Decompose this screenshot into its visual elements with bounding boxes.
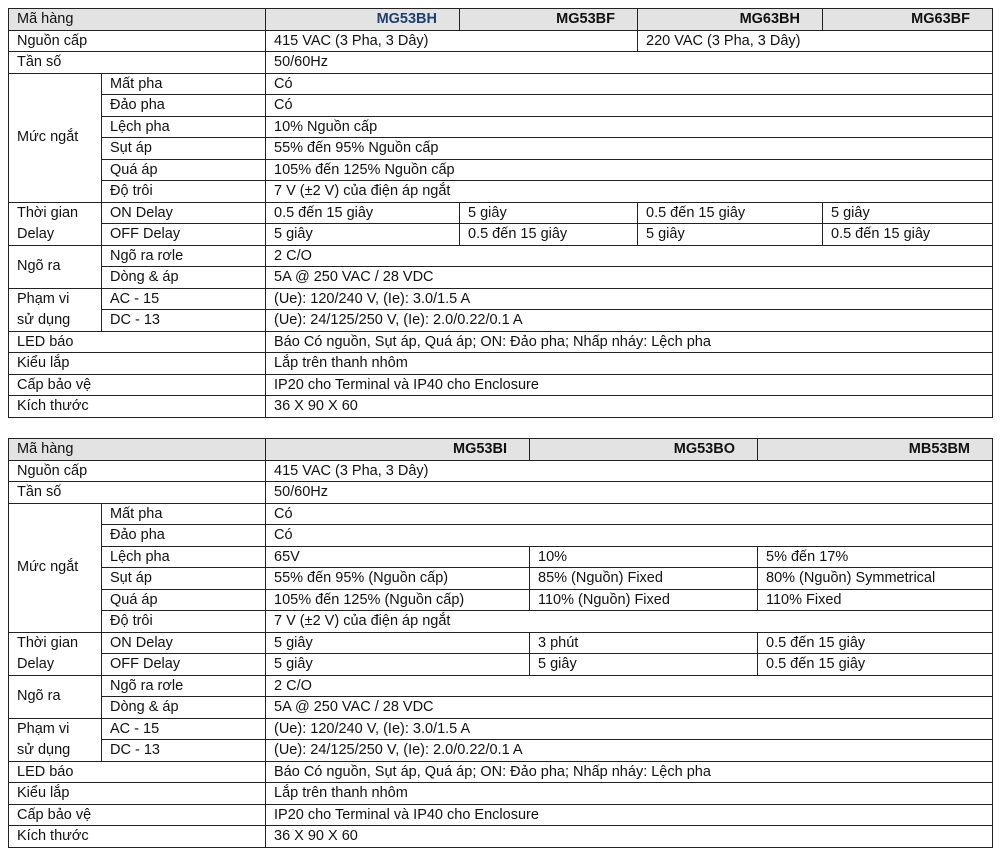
- model-mg63bf: MG63BF: [823, 9, 993, 31]
- row-label: Ngõ ra rơle: [102, 245, 266, 267]
- row-label: Lệch pha: [102, 116, 266, 138]
- row-label: Kích thước: [9, 396, 266, 418]
- cell-value: 110% (Nguồn) Fixed: [530, 589, 758, 611]
- cell-value: 65V: [266, 546, 530, 568]
- cell-value: (Ue): 120/240 V, (Ie): 3.0/1.5 A: [266, 288, 993, 310]
- table-row: [9, 202, 993, 224]
- cell-value: 80% (Nguồn) Symmetrical: [758, 568, 993, 590]
- spec-table-2: [8, 438, 993, 848]
- table-row: [9, 804, 993, 826]
- model-mg53bf: MG53BF: [460, 9, 638, 31]
- cell-value: 85% (Nguồn) Fixed: [530, 568, 758, 590]
- group-label: Ngõ ra: [9, 675, 102, 718]
- table-row: [9, 331, 993, 353]
- table-row: [9, 52, 993, 74]
- table-header-row: [9, 439, 993, 461]
- cell-value: 5A @ 250 VAC / 28 VDC: [266, 267, 993, 289]
- model-label: Mã hàng: [9, 439, 266, 461]
- cell-value: Lắp trên thanh nhôm: [266, 783, 993, 805]
- cell-value: 0.5 đến 15 giây: [758, 654, 993, 676]
- row-label: DC - 13: [102, 310, 266, 332]
- row-label: DC - 13: [102, 740, 266, 762]
- model-mg53bh: MG53BH: [266, 9, 460, 31]
- row-label: Lệch pha: [102, 546, 266, 568]
- row-label: Sụt áp: [102, 138, 266, 160]
- cell-value: 5 giây: [638, 224, 823, 246]
- table-row: [9, 374, 993, 396]
- group-label: [9, 288, 102, 331]
- table-row: [9, 632, 993, 654]
- group-label-line2: Delay: [17, 655, 55, 672]
- table-row: [9, 310, 993, 332]
- cell-value: 50/60Hz: [266, 52, 993, 74]
- model-mb53bm: MB53BM: [758, 439, 993, 461]
- table-row: [9, 482, 993, 504]
- table-row: [9, 589, 993, 611]
- cell-value: 36 X 90 X 60: [266, 396, 993, 418]
- cell-value: Lắp trên thanh nhôm: [266, 353, 993, 375]
- group-label-line1: Thời gian: [17, 204, 79, 221]
- table-row: [9, 503, 993, 525]
- cell-value: 7 V (±2 V) của điện áp ngắt: [266, 611, 993, 633]
- cell-value: 5 giây: [823, 202, 993, 224]
- cell-value: 0.5 đến 15 giây: [266, 202, 460, 224]
- table-row: [9, 116, 993, 138]
- cell-value: 220 VAC (3 Pha, 3 Dây): [638, 30, 993, 52]
- table-row: [9, 181, 993, 203]
- row-label: OFF Delay: [102, 654, 266, 676]
- row-label: Mất pha: [102, 503, 266, 525]
- row-label: Nguồn cấp: [9, 30, 266, 52]
- table-row: [9, 740, 993, 762]
- model-mg53bo: MG53BO: [530, 439, 758, 461]
- group-label: [9, 718, 102, 761]
- cell-value: 0.5 đến 15 giây: [460, 224, 638, 246]
- row-label: Cấp bảo vệ: [9, 374, 266, 396]
- cell-value: 2 C/O: [266, 245, 993, 267]
- row-label: Đảo pha: [102, 525, 266, 547]
- row-label: Dòng & áp: [102, 267, 266, 289]
- table-row: [9, 654, 993, 676]
- table-row: [9, 73, 993, 95]
- table-row: [9, 611, 993, 633]
- cell-value: 3 phút: [530, 632, 758, 654]
- row-label: Độ trôi: [102, 611, 266, 633]
- row-label: Kiểu lắp: [9, 353, 266, 375]
- group-label: [9, 202, 102, 245]
- table-header-row: [9, 9, 993, 31]
- cell-value: Có: [266, 73, 993, 95]
- cell-value: 5 giây: [266, 632, 530, 654]
- cell-value: 5A @ 250 VAC / 28 VDC: [266, 697, 993, 719]
- model-label: Mã hàng: [9, 9, 266, 31]
- group-label-line2: sử dụng: [17, 741, 71, 758]
- table-row: [9, 783, 993, 805]
- cell-value: 105% đến 125% Nguồn cấp: [266, 159, 993, 181]
- cell-value: 415 VAC (3 Pha, 3 Dây): [266, 460, 993, 482]
- cell-value: IP20 cho Terminal và IP40 cho Enclosure: [266, 374, 993, 396]
- row-label: Tần số: [9, 52, 266, 74]
- table-row: [9, 525, 993, 547]
- cell-value: 5 giây: [460, 202, 638, 224]
- group-label: Ngõ ra: [9, 245, 102, 288]
- row-label: Quá áp: [102, 159, 266, 181]
- cell-value: 55% đến 95% Nguồn cấp: [266, 138, 993, 160]
- cell-value: 105% đến 125% (Nguồn cấp): [266, 589, 530, 611]
- cell-value: 5 giây: [266, 224, 460, 246]
- cell-value: Có: [266, 95, 993, 117]
- row-label: Độ trôi: [102, 181, 266, 203]
- row-label: Nguồn cấp: [9, 460, 266, 482]
- row-label: OFF Delay: [102, 224, 266, 246]
- cell-value: 5 giây: [266, 654, 530, 676]
- cell-value: 36 X 90 X 60: [266, 826, 993, 848]
- row-label: LED báo: [9, 331, 266, 353]
- row-label: ON Delay: [102, 202, 266, 224]
- row-label: Cấp bảo vệ: [9, 804, 266, 826]
- cell-value: 2 C/O: [266, 675, 993, 697]
- cell-value: 415 VAC (3 Pha, 3 Dây): [266, 30, 638, 52]
- cell-value: 10%: [530, 546, 758, 568]
- table-row: [9, 568, 993, 590]
- cell-value: Báo Có nguồn, Sụt áp, Quá áp; ON: Đảo pha; Nhấp nháy: Lệch pha: [266, 331, 993, 353]
- row-label: AC - 15: [102, 718, 266, 740]
- table-row: [9, 267, 993, 289]
- row-label: Quá áp: [102, 589, 266, 611]
- row-label: Kích thước: [9, 826, 266, 848]
- cell-value: (Ue): 24/125/250 V, (Ie): 2.0/0.22/0.1 A: [266, 310, 993, 332]
- group-label-line2: Delay: [17, 225, 55, 242]
- table-row: [9, 546, 993, 568]
- cell-value: 50/60Hz: [266, 482, 993, 504]
- row-label: Kiểu lắp: [9, 783, 266, 805]
- group-label-line1: Thời gian: [17, 634, 79, 651]
- table-row: [9, 138, 993, 160]
- cell-value: 7 V (±2 V) của điện áp ngắt: [266, 181, 993, 203]
- cell-value: 10% Nguồn cấp: [266, 116, 993, 138]
- cell-value: 110% Fixed: [758, 589, 993, 611]
- table-row: [9, 675, 993, 697]
- model-mg53bi: MG53BI: [266, 439, 530, 461]
- cell-value: 55% đến 95% (Nguồn cấp): [266, 568, 530, 590]
- row-label: ON Delay: [102, 632, 266, 654]
- cell-value: Báo Có nguồn, Sụt áp, Quá áp; ON: Đảo pha; Nhấp nháy: Lệch pha: [266, 761, 993, 783]
- cell-value: 0.5 đến 15 giây: [823, 224, 993, 246]
- group-label: [9, 632, 102, 675]
- table-row: [9, 30, 993, 52]
- cell-value: Có: [266, 503, 993, 525]
- row-label: Mất pha: [102, 73, 266, 95]
- cell-value: IP20 cho Terminal và IP40 cho Enclosure: [266, 804, 993, 826]
- table-row: [9, 396, 993, 418]
- row-label: Sụt áp: [102, 568, 266, 590]
- table-row: [9, 761, 993, 783]
- row-label: LED báo: [9, 761, 266, 783]
- table-row: [9, 95, 993, 117]
- row-label: Ngõ ra rơle: [102, 675, 266, 697]
- group-label-line2: sử dụng: [17, 311, 71, 328]
- group-label: Mức ngắt: [9, 503, 102, 632]
- model-mg63bh: MG63BH: [638, 9, 823, 31]
- cell-value: (Ue): 120/240 V, (Ie): 3.0/1.5 A: [266, 718, 993, 740]
- cell-value: 5 giây: [530, 654, 758, 676]
- table-row: [9, 353, 993, 375]
- table-row: [9, 224, 993, 246]
- group-label: Mức ngắt: [9, 73, 102, 202]
- table-row: [9, 697, 993, 719]
- table-row: [9, 159, 993, 181]
- table-row: [9, 288, 993, 310]
- spec-table-1: [8, 8, 993, 418]
- row-label: Đảo pha: [102, 95, 266, 117]
- cell-value: 0.5 đến 15 giây: [758, 632, 993, 654]
- cell-value: (Ue): 24/125/250 V, (Ie): 2.0/0.22/0.1 A: [266, 740, 993, 762]
- table-row: [9, 245, 993, 267]
- row-label: Tần số: [9, 482, 266, 504]
- group-label-line1: Phạm vi: [17, 290, 70, 307]
- cell-value: 0.5 đến 15 giây: [638, 202, 823, 224]
- table-row: [9, 460, 993, 482]
- table-row: [9, 718, 993, 740]
- cell-value: 5% đến 17%: [758, 546, 993, 568]
- group-label-line1: Phạm vi: [17, 720, 70, 737]
- table-row: [9, 826, 993, 848]
- row-label: AC - 15: [102, 288, 266, 310]
- row-label: Dòng & áp: [102, 697, 266, 719]
- cell-value: Có: [266, 525, 993, 547]
